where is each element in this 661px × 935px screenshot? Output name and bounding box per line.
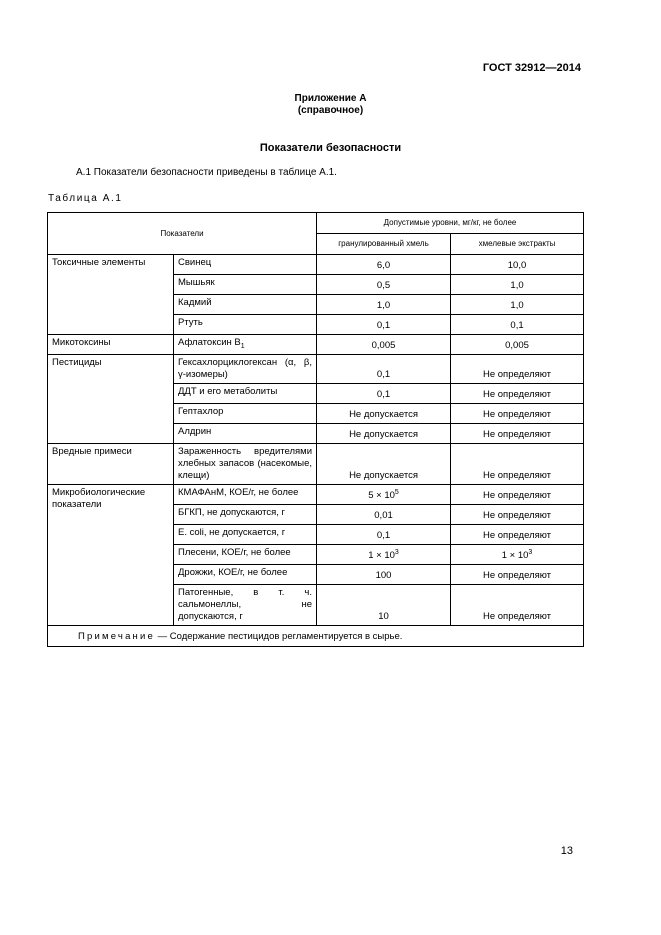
row-pellet: 0,1	[317, 525, 451, 545]
row-name: E. coli, не допускается, г	[174, 525, 317, 545]
row-extract: 1,0	[451, 295, 584, 315]
row-pellet: 0,005	[317, 335, 451, 355]
row-extract: Не определяют	[451, 444, 584, 485]
row-name: Алдрин	[174, 424, 317, 444]
row-name: Мышьяк	[174, 275, 317, 295]
row-name: Афлатоксин $В_1$	[174, 335, 317, 355]
row-name: КМАФАнМ, КОЕ/г, не более	[174, 485, 317, 505]
row-extract: 10,0	[451, 255, 584, 275]
table-row	[48, 255, 584, 275]
row-pellet: 0,5	[317, 275, 451, 295]
row-extract: $1 \times 10^3$	[451, 545, 584, 565]
group-mycotoxins: Микотоксины	[48, 335, 174, 355]
safety-table	[47, 212, 584, 647]
row-name: Дрожжи, КОЕ/г, не более	[174, 565, 317, 585]
header-col-pellet: гранулированный хмель	[317, 234, 451, 255]
table-note	[48, 626, 584, 647]
row-pellet: 6,0	[317, 255, 451, 275]
row-extract: Не определяют	[451, 565, 584, 585]
group-pesticides: Пестициды	[48, 355, 174, 444]
group-toxic: Токсичные элементы	[48, 255, 174, 335]
table-row	[48, 355, 584, 384]
group-micro: Микробиологические показатели	[48, 485, 174, 626]
row-extract: Не определяют	[451, 505, 584, 525]
row-name: БГКП, не допускаются, г	[174, 505, 317, 525]
row-pellet: 0,1	[317, 315, 451, 335]
row-extract: Не определяют	[451, 525, 584, 545]
row-name: Гексахлорциклогексан (α, β, γ-изомеры)	[174, 355, 317, 384]
group-impurities: Вредные примеси	[48, 444, 174, 485]
row-name: Патогенные, в т. ч. сальмонеллы, не допускаются, г	[174, 585, 317, 626]
row-name: Гептахлор	[174, 404, 317, 424]
annex-kind: (справочное)	[297, 105, 364, 116]
row-name: Ртуть	[174, 315, 317, 335]
table-row	[48, 485, 584, 505]
header-indicator: Показатели	[48, 213, 317, 255]
table-caption: Таблица А.1	[48, 193, 123, 204]
header-col-extract: хмелевые экстракты	[451, 234, 584, 255]
header-limits: Допустимые уровни, мг/кг, не более	[317, 213, 584, 234]
row-pellet: Не допускается	[317, 404, 451, 424]
note-text: Содержание пестицидов регламентируется в сырье.	[169, 631, 403, 642]
row-pellet: 1,0	[317, 295, 451, 315]
intro-paragraph: А.1 Показатели безопасности приведены в таблице А.1.	[76, 167, 337, 178]
table-header-row	[48, 213, 584, 234]
row-pellet: 10	[317, 585, 451, 626]
row-name: Зараженность вредителями хлебных запасов (насекомые, клещи)	[174, 444, 317, 485]
row-extract: Не определяют	[451, 585, 584, 626]
annex-heading	[0, 93, 661, 117]
page-number: 13	[560, 845, 573, 857]
row-pellet: 0,1	[317, 384, 451, 404]
row-pellet: $5 \times 10^5$	[317, 485, 451, 505]
row-name: Плесени, КОЕ/г, не более	[174, 545, 317, 565]
row-pellet: 0,1	[317, 355, 451, 384]
note-label: Примечание	[78, 631, 155, 642]
row-name: ДДТ и его метаболиты	[174, 384, 317, 404]
row-name: Свинец	[174, 255, 317, 275]
row-name: Кадмий	[174, 295, 317, 315]
row-pellet: Не допускается	[317, 424, 451, 444]
row-extract: Не определяют	[451, 485, 584, 505]
table-row	[48, 335, 584, 355]
row-extract: 0,005	[451, 335, 584, 355]
row-extract: Не определяют	[451, 404, 584, 424]
table-row	[48, 444, 584, 485]
row-pellet: 0,01	[317, 505, 451, 525]
annex-title: Приложение А	[294, 93, 367, 104]
row-extract: Не определяют	[451, 384, 584, 404]
table-note-row	[48, 626, 584, 647]
row-extract: 0,1	[451, 315, 584, 335]
row-pellet: $1 \times 10^3$	[317, 545, 451, 565]
row-pellet: 100	[317, 565, 451, 585]
section-title: Показатели безопасности	[259, 142, 402, 154]
standard-number: ГОСТ 32912—2014	[482, 62, 581, 74]
note-dash: —	[157, 631, 168, 642]
row-pellet: Не допускается	[317, 444, 451, 485]
row-extract: Не определяют	[451, 355, 584, 384]
row-extract: Не определяют	[451, 424, 584, 444]
row-extract: 1,0	[451, 275, 584, 295]
